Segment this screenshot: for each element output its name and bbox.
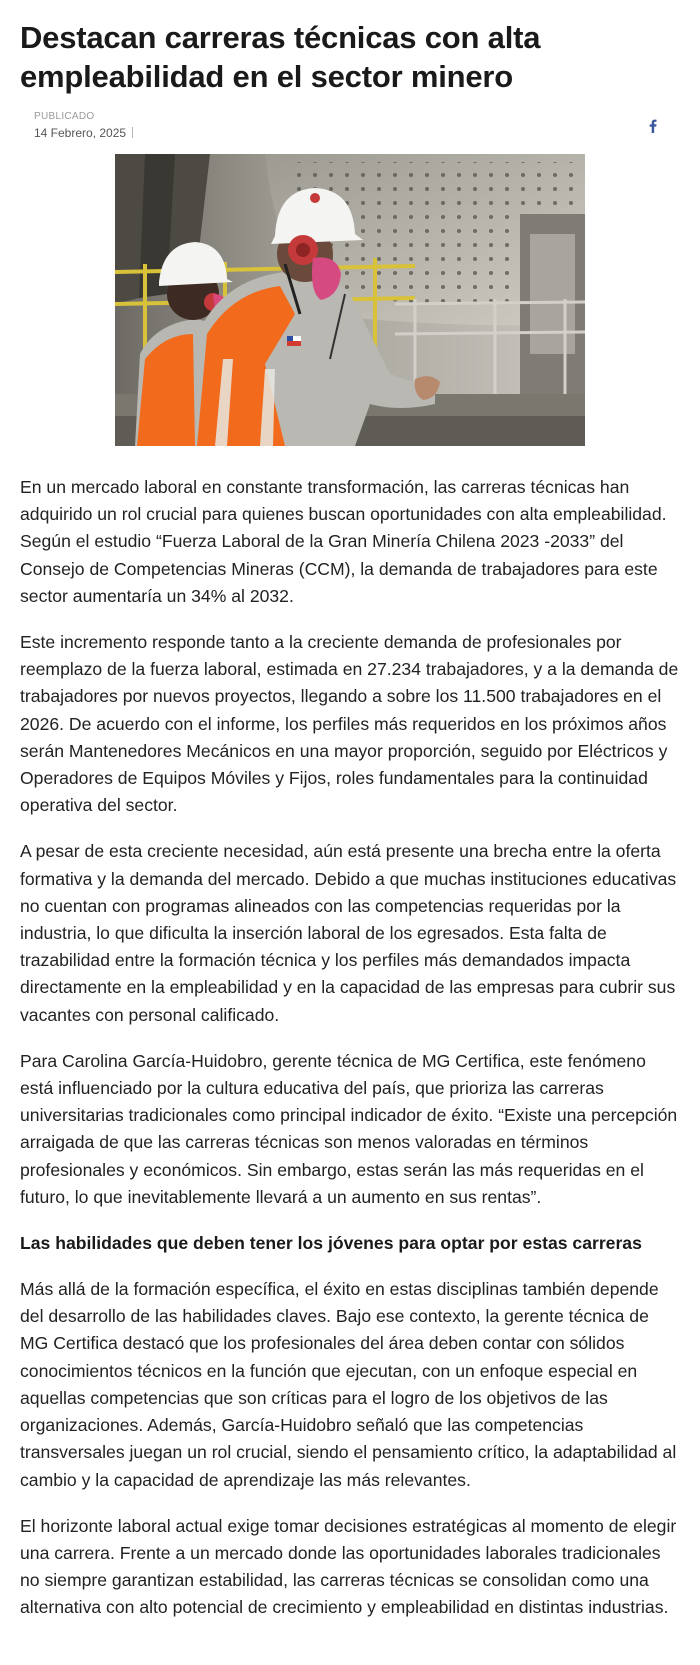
article-image xyxy=(115,154,585,446)
paragraph: Para Carolina García-Huidobro, gerente técnica de MG Certifica, este fenómeno está influenciado por la cultura educativa del país, que prioriza las carreras universitarias tradicionales como principal indicador de éxito. “Existe una percepción arraigada de que las carreras técnicas son menos valoradas en términos profesionales y económicos. Sin embargo, estas serán las más requeridas en el futuro, lo que inevitablemente llevará a un aumento en sus rentas”. xyxy=(20,1050,678,1207)
facebook-share-button[interactable] xyxy=(646,118,660,134)
publish-date-row xyxy=(34,125,133,141)
article-body xyxy=(20,474,680,1622)
publish-info xyxy=(34,110,133,141)
publish-date: 14 Febrero, 2025 xyxy=(34,126,127,140)
mining-workers-photo xyxy=(115,154,585,446)
published-label: PUBLICADO xyxy=(34,111,95,122)
paragraph: A pesar de esta creciente necesidad, aún está presente una brecha entre la oferta formativa y la demanda del mercado. Debido a que muchas instituciones educativas no cuentan con programas alineados con las competencias requeridas por la industria, lo que dificulta la inserción laboral de los egresados. Esta falta de trazabilidad entre la formación técnica y los perfiles más demandados impacta directamente en la empleabilidad y en la capacidad de las empresas para cubrir sus vacantes con personal calificado. xyxy=(20,841,677,1025)
paragraph: El horizonte laboral actual exige tomar decisiones estratégicas al momento de elegir una carrera. Frente a un mercado donde las oportunidades laborales tradicionales no siempre garantizan estabilidad, las carreras técnicas se consolidan como una alternativa con alto potencial de crecimiento y empleabilidad en distintas industrias. xyxy=(20,1515,677,1618)
article-title: Destacan carreras técnicas con alta empleabilidad en el sector minero xyxy=(20,20,541,94)
facebook-icon xyxy=(646,118,660,134)
article xyxy=(20,0,680,1641)
paragraph: En un mercado laboral en constante transformación, las carreras técnicas han adquirido un rol crucial para quienes buscan oportunidades con alta empleabilidad. Según el estudio “Fuerza Laboral de la Gran Minería Chilena 2023 -2033” del Consejo de Competencias Mineras (CCM), la demanda de trabajadores para este sector aumentaría un 34% al 2032. xyxy=(20,477,667,606)
article-meta xyxy=(20,108,680,148)
paragraph: Este incremento responde tanto a la creciente demanda de profesionales por reemplazo de la fuerza laboral, estimada en 27.234 trabajadores, y a la demanda de trabajadores por nuevos proyectos, llegando a sobre los 11.500 trabajadores en el 2026. De acuerdo con el informe, los perfiles más requeridos en los próximos años serán Mantenedores Mecánicos en una mayor proporción, seguido por Eléctricos y Operadores de Equipos Móviles y Fijos, roles fundamentales para la continuidad operativa del sector. xyxy=(20,632,679,816)
meta-separator xyxy=(132,127,133,138)
paragraph: Más allá de la formación específica, el éxito en estas disciplinas también depende del desarrollo de las habilidades claves. Bajo ese contexto, la gerente técnica de MG Certifica destacó que los profesionales del área deben contar con sólidos conocimientos técnicos en la función que ejecutan, con un enfoque especial en aquellas competencias que son críticas para el logro de los objetivos de las organizaciones. Además, García-Huidobro señaló que las competencias transversales juegan un rol crucial, siendo el pensamiento crítico, la adaptabilidad al cambio y la capacidad de aprendizaje las más relevantes. xyxy=(20,1279,677,1490)
section-heading: Las habilidades que deben tener los jóvenes para optar por estas carreras xyxy=(20,1233,642,1254)
